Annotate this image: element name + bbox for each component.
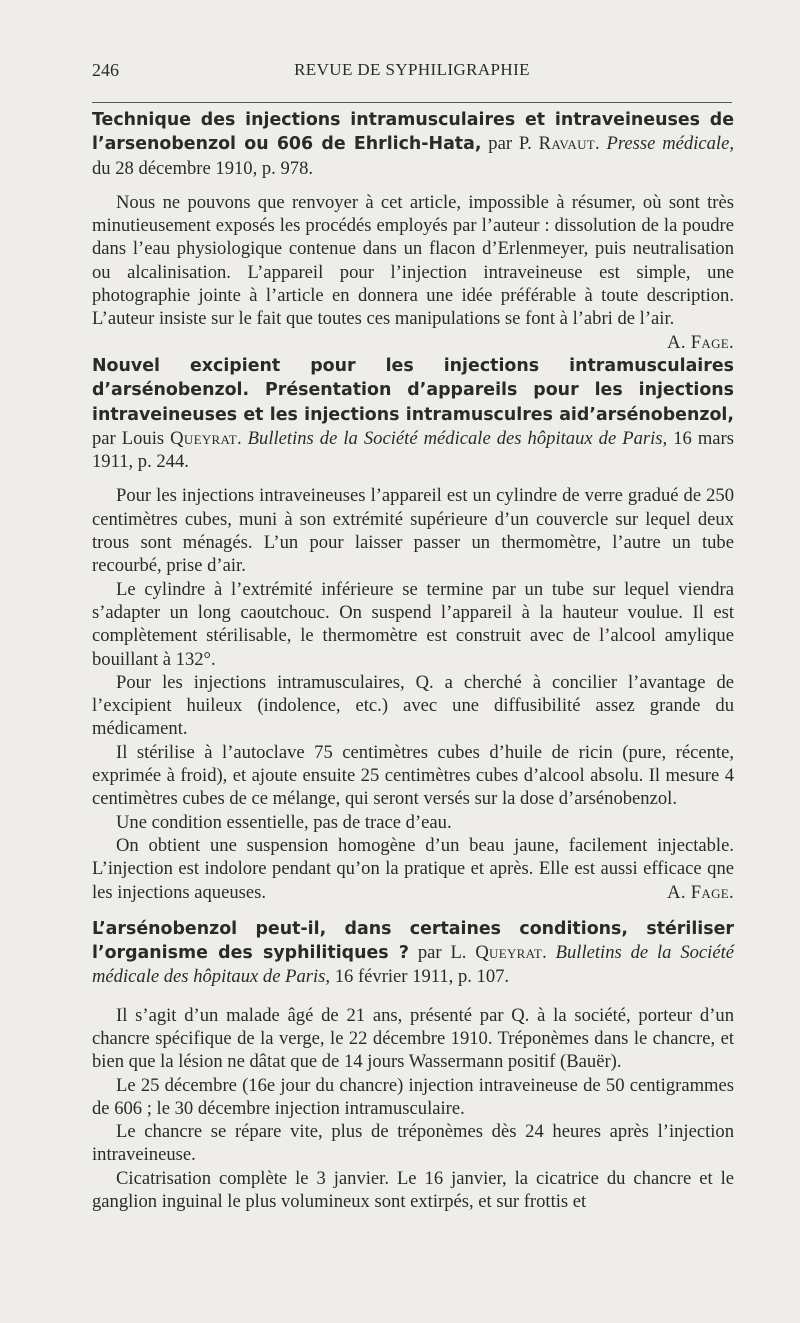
author-name: Queyrat [170,427,237,449]
article-2-heading [92,354,734,473]
running-title: REVUE DE SYPHILIGRAPHIE [294,60,530,79]
byline-sep: . [595,133,607,155]
paragraph: Cicatrisation complète le 3 janvier. Le 16 janvier, la cicatrice du chancre et le ganglion inguinal le plus volumineux sont extirpés, et sur frottis et [92,1167,734,1213]
author-name: Ravaut [538,133,596,155]
paragraph: Une condition essentielle, pas de trace d’eau. [116,811,452,833]
signature: A. Fage. [667,331,734,353]
byline-text: par L. [409,942,476,964]
source-date: du 28 décembre 1910, p. 978. [92,157,314,179]
byline-sep: . [542,942,556,964]
paragraph: Il stérilise à l’autoclave 75 centimètres cubes d’huile de ricin (pure, récente, exprimée à froid), et ajoute ensuite 25 centimètres cubes d’alcool absolu. Il mesure 4 centimètres cubes de ce mélange, qui seront versés sur la dose d’arsénobenzol. [92,741,734,810]
article-title: L’arsénobenzol peut-il, dans certaines conditions, stériliser l’organisme des syphilitiques ? [92,918,734,964]
article-2 [92,354,734,904]
source-date: 16 mars 1911, p. 244. [92,427,734,473]
byline-text: par Louis [92,427,171,449]
paragraph [92,191,734,353]
article-title: Nouvel excipient pour les injections intramusculaires d’arsénobenzol. Présentation d’appareils pour les injections intraveineuses et les injections intramusculres aid’arsénobenzol, [92,355,734,425]
header-rule [92,102,732,103]
page-body [92,108,734,1213]
paragraph: Le chancre se répare vite, plus de tréponèmes dès 24 heures après l’injection intraveineuse. [92,1121,734,1166]
article-1-heading [92,108,734,180]
paragraph: Pour les injections intramusculaires, Q. a cherché à concilier l’avantage de l’excipient huileux (indolence, etc.) avec une diffusibilité assez grande du médicament. [92,671,734,740]
source-date: 16 février 1911, p. 107. [330,966,510,988]
paragraph: Pour les injections intraveineuses l’appareil est un cylindre de verre gradué de 250 centimètres cubes, muni à son extrémité supérieure d’un couvercle sur lequel deux trous sont ménagés. L’un pour laisser passer un thermomètre, l’autre un tube recourbé, prise d’air. [92,485,734,577]
source-journal: Bulletins de la Société médicale des hôpitaux de Paris, [92,942,735,988]
byline-sep: . [236,427,248,449]
paragraph-text: Nous ne pouvons que renvoyer à cet article, impossible à résumer, où sont très minutieusement exposés les procédés employés par l’auteur : dissolution de la poudre dans l’eau physiologique contenue dans un flacon d’Erlenmeyer, puis neutralisation ou alcalinisation. L’appareil pour l’injection intraveineuse est simple, une photographie jointe à l’article en donnera une idée préférable à toute description. L’auteur insiste sur le fait que toutes ces manipulations se font à l’abri de l’air. [92,191,734,330]
page-header [92,60,732,88]
article-title: Technique des injections intramusculaires et intraveineuses de l’arsenobenzol ou 606 de Ehrlich-Hata, [92,110,734,155]
article-3-heading [92,917,734,989]
page-number: 246 [92,60,119,80]
article-3 [92,917,734,1214]
author-name: Queyrat [475,942,543,964]
byline-text: par P. [481,133,539,155]
paragraph: Le 25 décembre (16e jour du chancre) injection intraveineuse de 50 centigrammes de 606 ; le 30 décembre injection intramusculaire. [92,1074,734,1119]
paragraph [92,834,734,904]
source-journal: Bulletins de la Société médicale des hôpitaux de Paris, [247,427,668,449]
paragraph-text: On obtient une suspension homogène d’un beau jaune, facilement injectable. L’injection est indolore pendant qu’on la pratique et après. Elle est aussi efficace qne les injections aqueuses. [92,834,734,903]
source-journal: Presse médicale, [606,133,734,155]
signature: A. Fage. [667,881,734,903]
article-1 [92,108,734,353]
paragraph: Il s’agit d’un malade âgé de 21 ans, présenté par Q. à la société, porteur d’un chancre spécifique de la verge, le 22 décembre 1910. Tréponèmes dans le chancre, et bien que la lésion ne dâtat que de 14 jours Wassermann positif (Bauër). [92,1004,734,1073]
paragraph: Le cylindre à l’extrémité inférieure se termine par un tube sur lequel viendra s’adapter un long caoutchouc. On suspend l’appareil à la hauteur voulue. Il est complètement stérilisable, le thermomètre est construit avec de l’alcool amylique bouillant à 132°. [92,578,734,670]
